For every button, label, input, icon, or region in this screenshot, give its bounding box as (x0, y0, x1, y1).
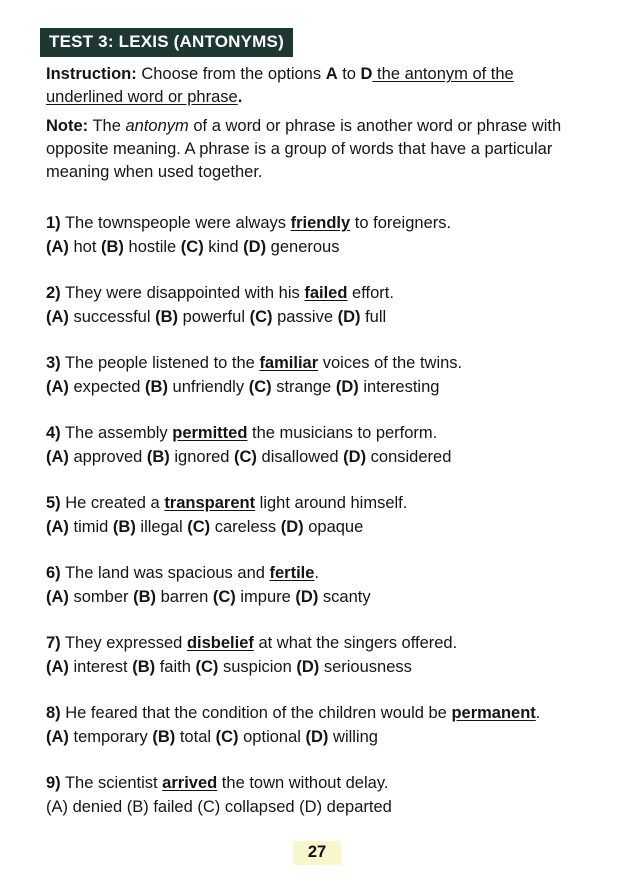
question-8-sentence: 8) He feared that the condition of the children would be permanent. (46, 704, 541, 722)
question-4 (46, 421, 588, 469)
question-6-sentence: 6) The land was spacious and fertile. (46, 564, 320, 582)
question-3-options: (A) expected (B) unfriendly (C) strange (D) interesting (46, 378, 440, 396)
question-1-sentence: 1) The townspeople were always friendly to foreigners. (46, 214, 452, 232)
question-7-options: (A) interest (B) faith (C) suspicion (D) seriousness (46, 658, 412, 676)
question-8 (46, 701, 588, 749)
question-6 (46, 561, 588, 609)
question-9-options: (A) denied (B) failed (C) collapsed (D) departed (46, 798, 392, 816)
question-5-options: (A) timid (B) illegal (C) careless (D) opaque (46, 518, 364, 536)
question-4-sentence: 4) The assembly permitted the musicians to perform. (46, 424, 438, 442)
question-7-sentence: 7) They expressed disbelief at what the singers offered. (46, 634, 458, 652)
note-text: Note: The antonym of a word or phrase is another word or phrase with opposite meaning. A phrase is a group of words that have a particular meaning when used together. (46, 117, 562, 181)
question-3 (46, 351, 588, 399)
question-4-options: (A) approved (B) ignored (C) disallowed (D) considered (46, 448, 452, 466)
instruction-text: Instruction: Choose from the options A to D the antonym of the underlined word or phrase. (46, 65, 514, 106)
question-9-sentence: 9) The scientist arrived the town without delay. (46, 774, 389, 792)
page-footer (46, 841, 588, 865)
question-1-options: (A) hot (B) hostile (C) kind (D) generous (46, 238, 340, 256)
question-1 (46, 211, 588, 259)
question-5 (46, 491, 588, 539)
questions-list (46, 211, 588, 819)
question-8-options: (A) temporary (B) total (C) optional (D) willing (46, 728, 378, 746)
question-2-options: (A) successful (B) powerful (C) passive (D) full (46, 308, 387, 326)
page-title: TEST 3: LEXIS (ANTONYMS) (40, 28, 293, 57)
question-9 (46, 771, 588, 819)
question-3-sentence: 3) The people listened to the familiar voices of the twins. (46, 354, 463, 372)
page-number: 27 (293, 841, 341, 865)
question-2-sentence: 2) They were disappointed with his failed effort. (46, 284, 394, 302)
question-5-sentence: 5) He created a transparent light around himself. (46, 494, 408, 512)
question-6-options: (A) somber (B) barren (C) impure (D) scanty (46, 588, 371, 606)
question-7 (46, 631, 588, 679)
question-2 (46, 281, 588, 329)
